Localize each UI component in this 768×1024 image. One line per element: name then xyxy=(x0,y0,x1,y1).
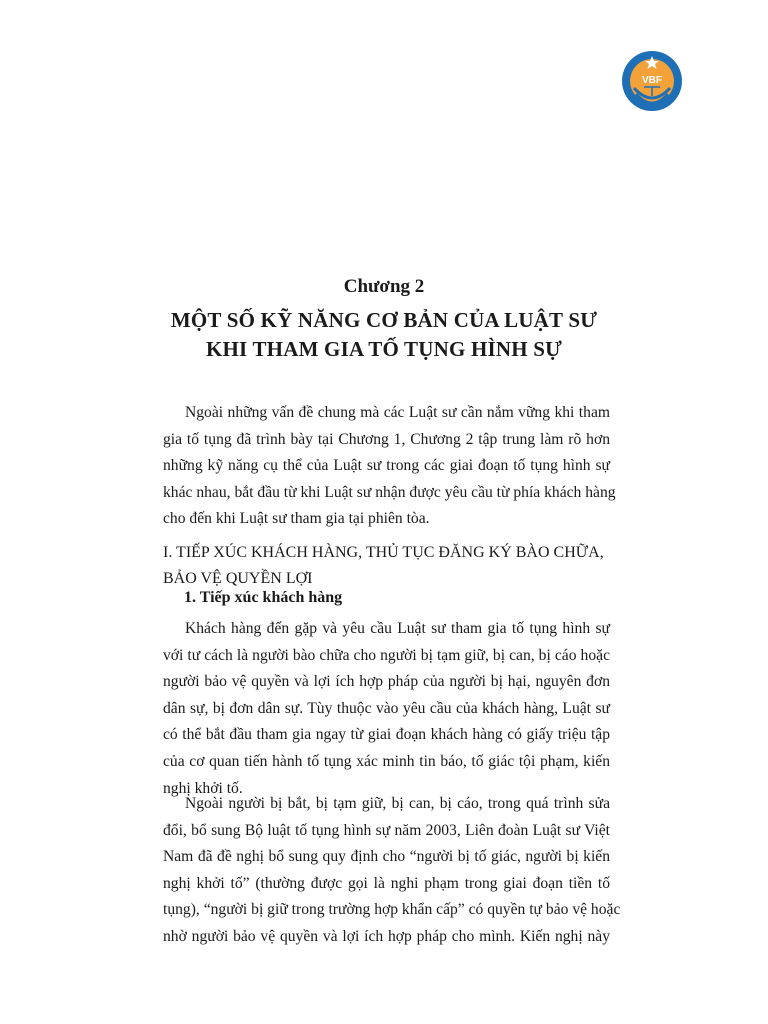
text-line: Ngoài người bị bắt, bị tạm giữ, bị can, bị cáo, trong quá trình sửa xyxy=(185,795,610,812)
vbf-logo xyxy=(620,38,684,124)
svg-text:VBF: VBF xyxy=(642,75,662,86)
text-line: Khách hàng đến gặp và yêu cầu Luật sư tham gia tố tụng hình sự xyxy=(185,620,610,637)
text-line: với tư cách là người bào chữa cho người bị tạm giữ, bị can, bị cáo hoặc xyxy=(163,646,610,664)
text-line: Ngoài những vấn đề chung mà các Luật sư cần nắm vững khi tham xyxy=(185,404,610,421)
text-line: Nam đã đề nghị bổ sung quy định cho “người bị tố giác, người bị kiến xyxy=(163,848,610,866)
text-line: nghị khởi tố” (thường được gọi là nghi phạm trong giai đoạn tiền tố xyxy=(163,874,610,892)
section-heading xyxy=(163,540,610,592)
text-line: khác nhau, bắt đầu từ khi Luật sư nhận được yêu cầu từ phía khách hàng xyxy=(163,483,616,501)
chapter-title-line: KHI THAM GIA TỐ TỤNG HÌNH SỰ xyxy=(205,337,563,361)
text-line: cho đến khi Luật sư tham gia tại phiên tòa. xyxy=(163,510,430,528)
subsection-heading: 1. Tiếp xúc khách hàng xyxy=(184,589,343,606)
paragraph-1 xyxy=(163,616,610,802)
text-line: nghị khởi tố. xyxy=(163,779,243,797)
paragraph-2 xyxy=(163,791,621,951)
intro-paragraph xyxy=(163,400,616,533)
text-line: nhờ người bảo vệ quyền và lợi ích hợp pháp cho mình. Kiến nghị này xyxy=(163,927,610,945)
section-heading-line: BẢO VỆ QUYỀN LỢI xyxy=(163,570,313,587)
text-line: tụng), “người bị giữ trong trường hợp khẩn cấp” có quyền tự bảo vệ hoặc xyxy=(163,901,621,919)
text-line: đổi, bổ sung Bộ luật tố tụng hình sự năm 2003, Liên đoàn Luật sư Việt xyxy=(163,821,610,839)
chapter-label: Chương 2 xyxy=(343,276,425,297)
text-line: những kỹ năng cụ thể của Luật sư trong các giai đoạn tố tụng hình sự xyxy=(163,457,610,475)
text-line: có thể bắt đầu tham gia ngay từ giai đoạn khách hàng có giấy triệu tập xyxy=(163,726,610,744)
chapter-title-line: MỘT SỐ KỸ NĂNG CƠ BẢN CỦA LUẬT SƯ xyxy=(170,308,598,332)
section-heading-line: I. TIẾP XÚC KHÁCH HÀNG, THỦ TỤC ĐĂNG KÝ BÀO CHỮA, xyxy=(163,544,604,561)
text-line: người bảo vệ quyền và lợi ích hợp pháp của người bị hại, nguyên đơn xyxy=(163,673,610,691)
text-line: gia tố tụng đã trình bày tại Chương 1, Chương 2 tập trung làm rõ hơn xyxy=(163,430,610,448)
text-line: dân sự, bị đơn dân sự. Tùy thuộc vào yêu cầu của khách hàng, Luật sư xyxy=(163,699,610,717)
chapter-title xyxy=(0,306,768,364)
text-line: của cơ quan tiến hành tố tụng xác minh tin báo, tố giác tội phạm, kiến xyxy=(163,752,610,770)
